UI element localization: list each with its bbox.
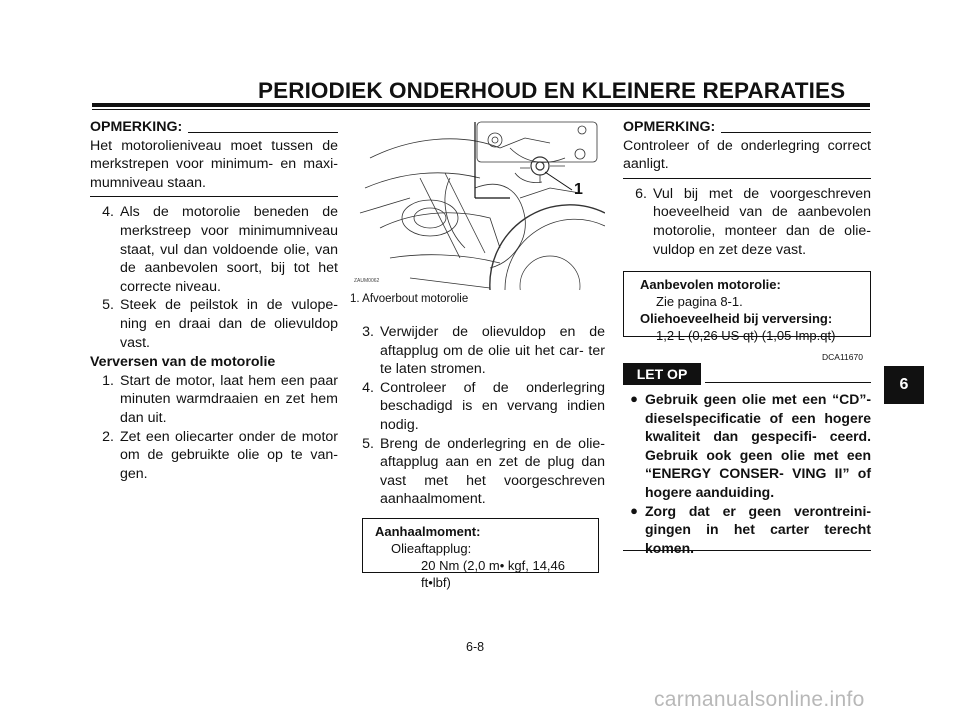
step-text: Als de motorolie beneden de merkstreep voor minimumniveau staat, vul dan voldoende olie, van de aanbevolen soort, bij tot het correcte niveau. xyxy=(120,204,338,295)
step-item xyxy=(623,185,871,259)
step-item xyxy=(90,428,338,484)
bullet-dot-icon: ● xyxy=(630,502,638,518)
step-text: Steek de peilstok in de vulope- ning en draai dan de olievuldop vast. xyxy=(120,297,338,351)
engine-illustration xyxy=(350,118,605,290)
step-text: Start de motor, laat hem een paar minuten warmdraaien en zet hem dan uit. xyxy=(120,372,338,426)
step-item xyxy=(350,435,605,509)
caution-end-rule xyxy=(623,550,871,551)
caution-body xyxy=(623,390,871,557)
caution-code: DCA11670 xyxy=(822,352,863,362)
torque-label: Aanhaalmoment: xyxy=(375,524,481,539)
oil-spec-box xyxy=(623,271,871,343)
title-rule-thin xyxy=(92,109,870,110)
note-heading-label: OPMERKING: xyxy=(90,119,183,135)
section-subheading: Verversen van de motorolie xyxy=(90,354,276,371)
step-number: 5. xyxy=(102,297,114,314)
torque-value: 20 Nm (2,0 m• kgf, 14,46 ft•lbf) xyxy=(421,558,566,590)
engine-drawing xyxy=(350,118,605,290)
note-text: Controleer of de onderlegring correct aanligt. xyxy=(623,137,871,173)
step-number: 5. xyxy=(362,435,374,452)
step-text: Verwijder de olievuldop en de aftapplug om de olie uit het car- ter te laten stromen. xyxy=(380,324,605,378)
note-end-rule xyxy=(90,196,338,197)
caution-label: LET OP xyxy=(623,363,701,385)
steps-list-a xyxy=(90,203,338,352)
figure-callout: 1 xyxy=(574,181,583,198)
step-text: Vul bij met de voorgeschreven hoeveelheid van de aanbevolen motorolie, monteer dan de olie- vuldop en zet deze vast. xyxy=(653,185,871,258)
step-text: Breng de onderlegring en de olie- aftapplug aan en zet de plug dan vast met het voorgeschreven aanhaalmoment. xyxy=(380,435,605,508)
step-number: 4. xyxy=(362,379,374,396)
step-number: 1. xyxy=(102,372,114,389)
caution-rule xyxy=(705,382,871,383)
oil-quantity-label: Oliehoeveelheid bij verversing: xyxy=(640,311,833,326)
torque-item: Olieaftapplug: xyxy=(391,541,472,556)
step-item xyxy=(350,379,605,435)
figure-caption: 1. Afvoerbout motorolie xyxy=(350,293,469,305)
figure-code: ZAUM0062 xyxy=(354,278,380,284)
title-rule xyxy=(92,103,870,107)
caution-bullet xyxy=(623,502,871,558)
step-item xyxy=(90,372,338,428)
caution-bullet xyxy=(623,390,871,502)
caution-text: Zorg dat er geen verontreini- gingen in het carter terecht komen. xyxy=(645,502,871,556)
oil-type-value: Zie pagina 8-1. xyxy=(656,294,743,309)
torque-spec-box xyxy=(362,518,599,590)
page-title: PERIODIEK ONDERHOUD EN KLEINERE REPARATIES xyxy=(258,78,846,103)
step-item xyxy=(90,203,338,296)
step-number: 6. xyxy=(635,185,647,202)
note-heading-rule xyxy=(721,132,871,133)
note-heading xyxy=(623,118,871,137)
chapter-tab[interactable]: 6 xyxy=(884,366,924,404)
note-heading-label: OPMERKING: xyxy=(623,119,716,135)
left-column xyxy=(90,118,338,483)
oil-type-label: Aanbevolen motorolie: xyxy=(640,277,781,292)
watermark[interactable]: carmanualsonline.info xyxy=(654,688,865,711)
step-text: Controleer of de onderlegring beschadigd is en vervang indien nodig. xyxy=(380,379,605,433)
step-item xyxy=(350,323,605,379)
note-heading xyxy=(90,118,338,137)
right-column xyxy=(623,118,871,259)
step-number: 2. xyxy=(102,428,114,445)
steps-list-b xyxy=(90,372,338,484)
bullet-dot-icon: ● xyxy=(630,391,638,406)
page-number: 6-8 xyxy=(466,640,485,654)
caution-heading xyxy=(623,363,871,385)
note-heading-rule xyxy=(188,132,338,133)
oil-quantity-value: 1,2 L (0,26 US qt) (1,05 Imp.qt) xyxy=(656,328,836,343)
middle-steps xyxy=(350,323,605,509)
step-text: Zet een oliecarter onder de motor om de gebruikte olie op te van- gen. xyxy=(120,428,338,482)
note-end-rule xyxy=(623,178,871,179)
step-number: 3. xyxy=(362,324,374,340)
step-item xyxy=(90,296,338,352)
note-text: Het motorolieniveau moet tussen de merkstrepen voor minimum- en maxi- mumniveau staan. xyxy=(90,137,338,191)
step-number: 4. xyxy=(102,204,114,221)
caution-text: Gebruik geen olie met een “CD”-dieselspecificatie of een hogere kwaliteit dan gespecifi- ceerd. Gebruik ook geen olie met een “ENERGY CONSER- VING II” of hogere aanduiding. xyxy=(645,391,871,500)
